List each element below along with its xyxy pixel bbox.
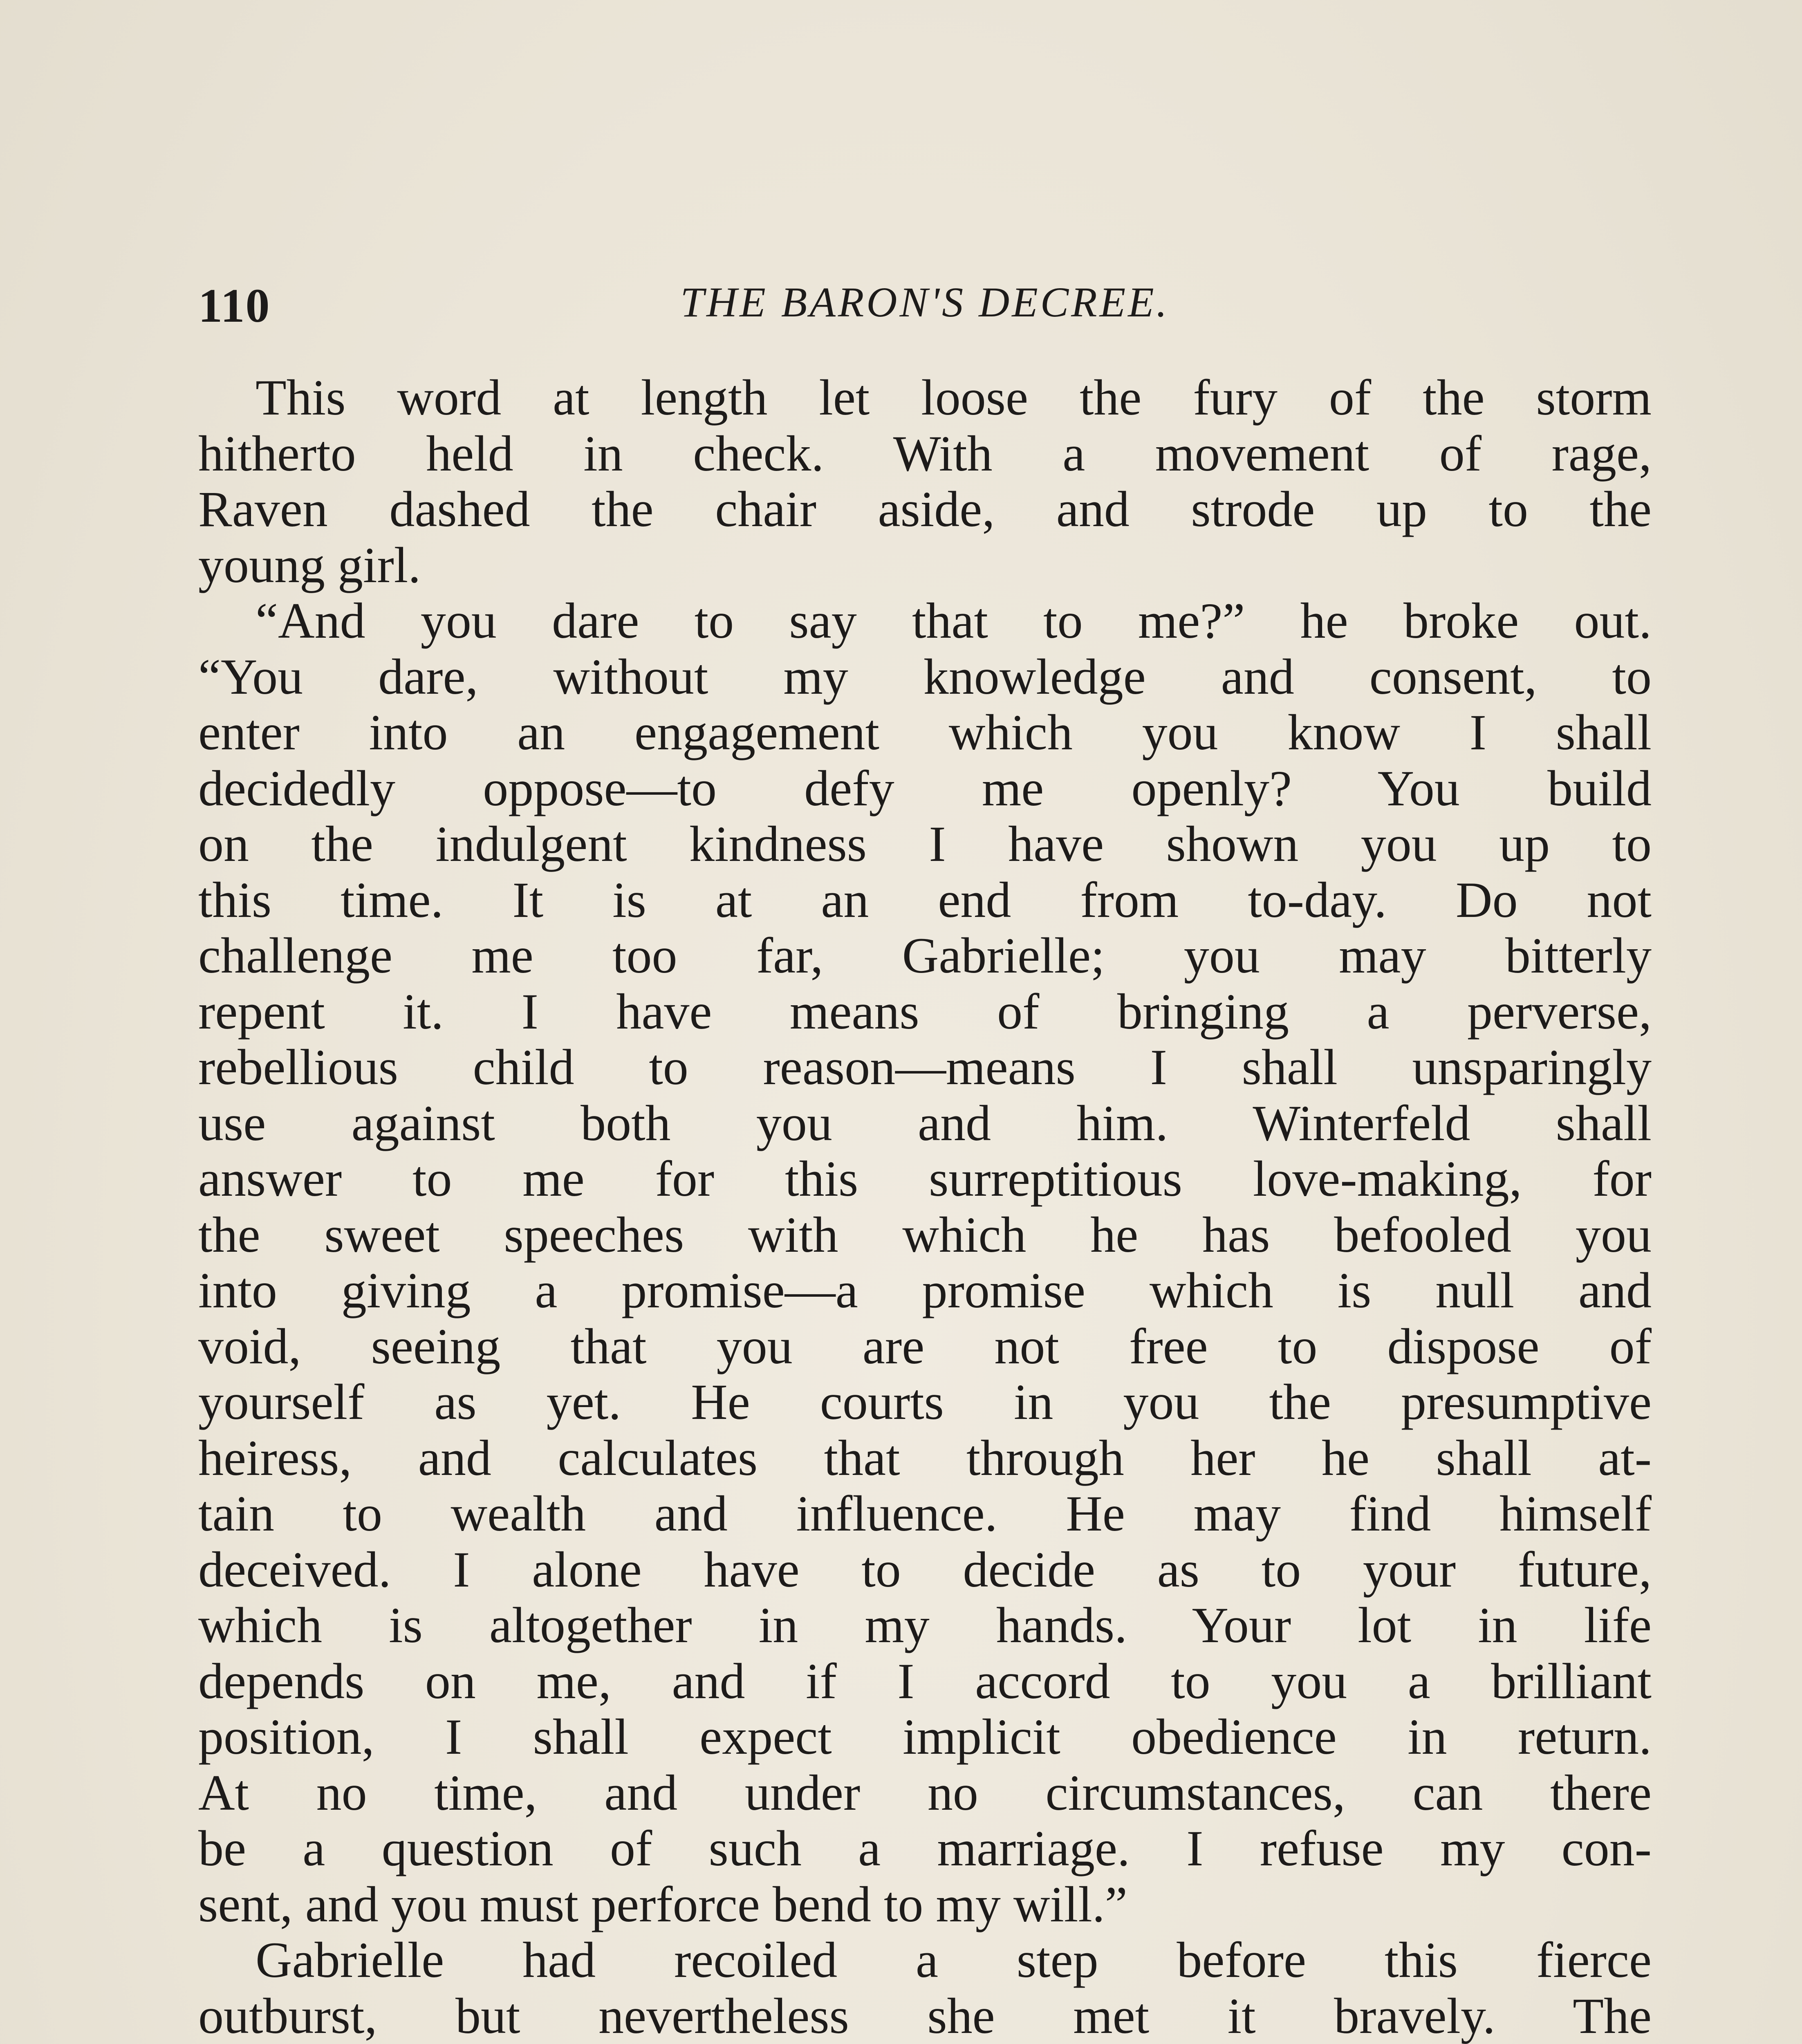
text-line: outburst, but nevertheless she met it bravely. The [198, 1988, 1652, 2044]
text-line: void, seeing that you are not free to dispose of [198, 1318, 1652, 1374]
text-line: position, I shall expect implicit obedience in return. [198, 1709, 1652, 1765]
text-line: into giving a promise—a promise which is null and [198, 1263, 1652, 1318]
text-line: Gabrielle had recoiled a step before this fierce [256, 1932, 1652, 1988]
running-head: THE BARON'S DECREE. [680, 279, 1170, 326]
text-line: young girl. [198, 537, 421, 593]
text-line: “And you dare to say that to me?” he broke out. [256, 593, 1652, 649]
text-line: on the indulgent kindness I have shown you up to [198, 816, 1652, 872]
text-line: “You dare, without my knowledge and consent, to [198, 649, 1652, 705]
body-text [198, 370, 1652, 2044]
text-line: sent, and you must perforce bend to my will.” [198, 1876, 1127, 1932]
page-number: 110 [198, 279, 271, 332]
text-line: enter into an engagement which you know I shall [198, 705, 1652, 760]
text-line: depends on me, and if I accord to you a brilliant [198, 1653, 1652, 1709]
text-line: deceived. I alone have to decide as to your future, [198, 1542, 1652, 1598]
text-line: Raven dashed the chair aside, and strode up to the [198, 482, 1652, 537]
text-line: heiress, and calculates that through her he shall at- [198, 1430, 1652, 1486]
text-line: rebellious child to reason—means I shall unsparingly [198, 1040, 1652, 1095]
text-line: yourself as yet. He courts in you the presumptive [198, 1374, 1652, 1430]
text-line: repent it. I have means of bringing a perverse, [198, 984, 1652, 1040]
text-line: this time. It is at an end from to-day. Do not [198, 872, 1652, 928]
text-line: use against both you and him. Winterfeld shall [198, 1095, 1652, 1151]
text-line: decidedly oppose—to defy me openly? You build [198, 760, 1652, 816]
text-line: tain to wealth and influence. He may find himself [198, 1486, 1652, 1542]
text-line: At no time, and under no circumstances, can there [198, 1765, 1652, 1821]
text-line: This word at length let loose the fury of the storm [256, 370, 1652, 426]
text-line: be a question of such a marriage. I refuse my con- [198, 1821, 1652, 1876]
text-line: hitherto held in check. With a movement of rage, [198, 426, 1652, 482]
text-line: answer to me for this surreptitious love-making, for [198, 1151, 1652, 1207]
text-line: challenge me too far, Gabrielle; you may bitterly [198, 928, 1652, 984]
page-header [198, 278, 1652, 343]
text-line: the sweet speeches with which he has befooled you [198, 1207, 1652, 1263]
text-line: which is altogether in my hands. Your lot in life [198, 1598, 1652, 1653]
